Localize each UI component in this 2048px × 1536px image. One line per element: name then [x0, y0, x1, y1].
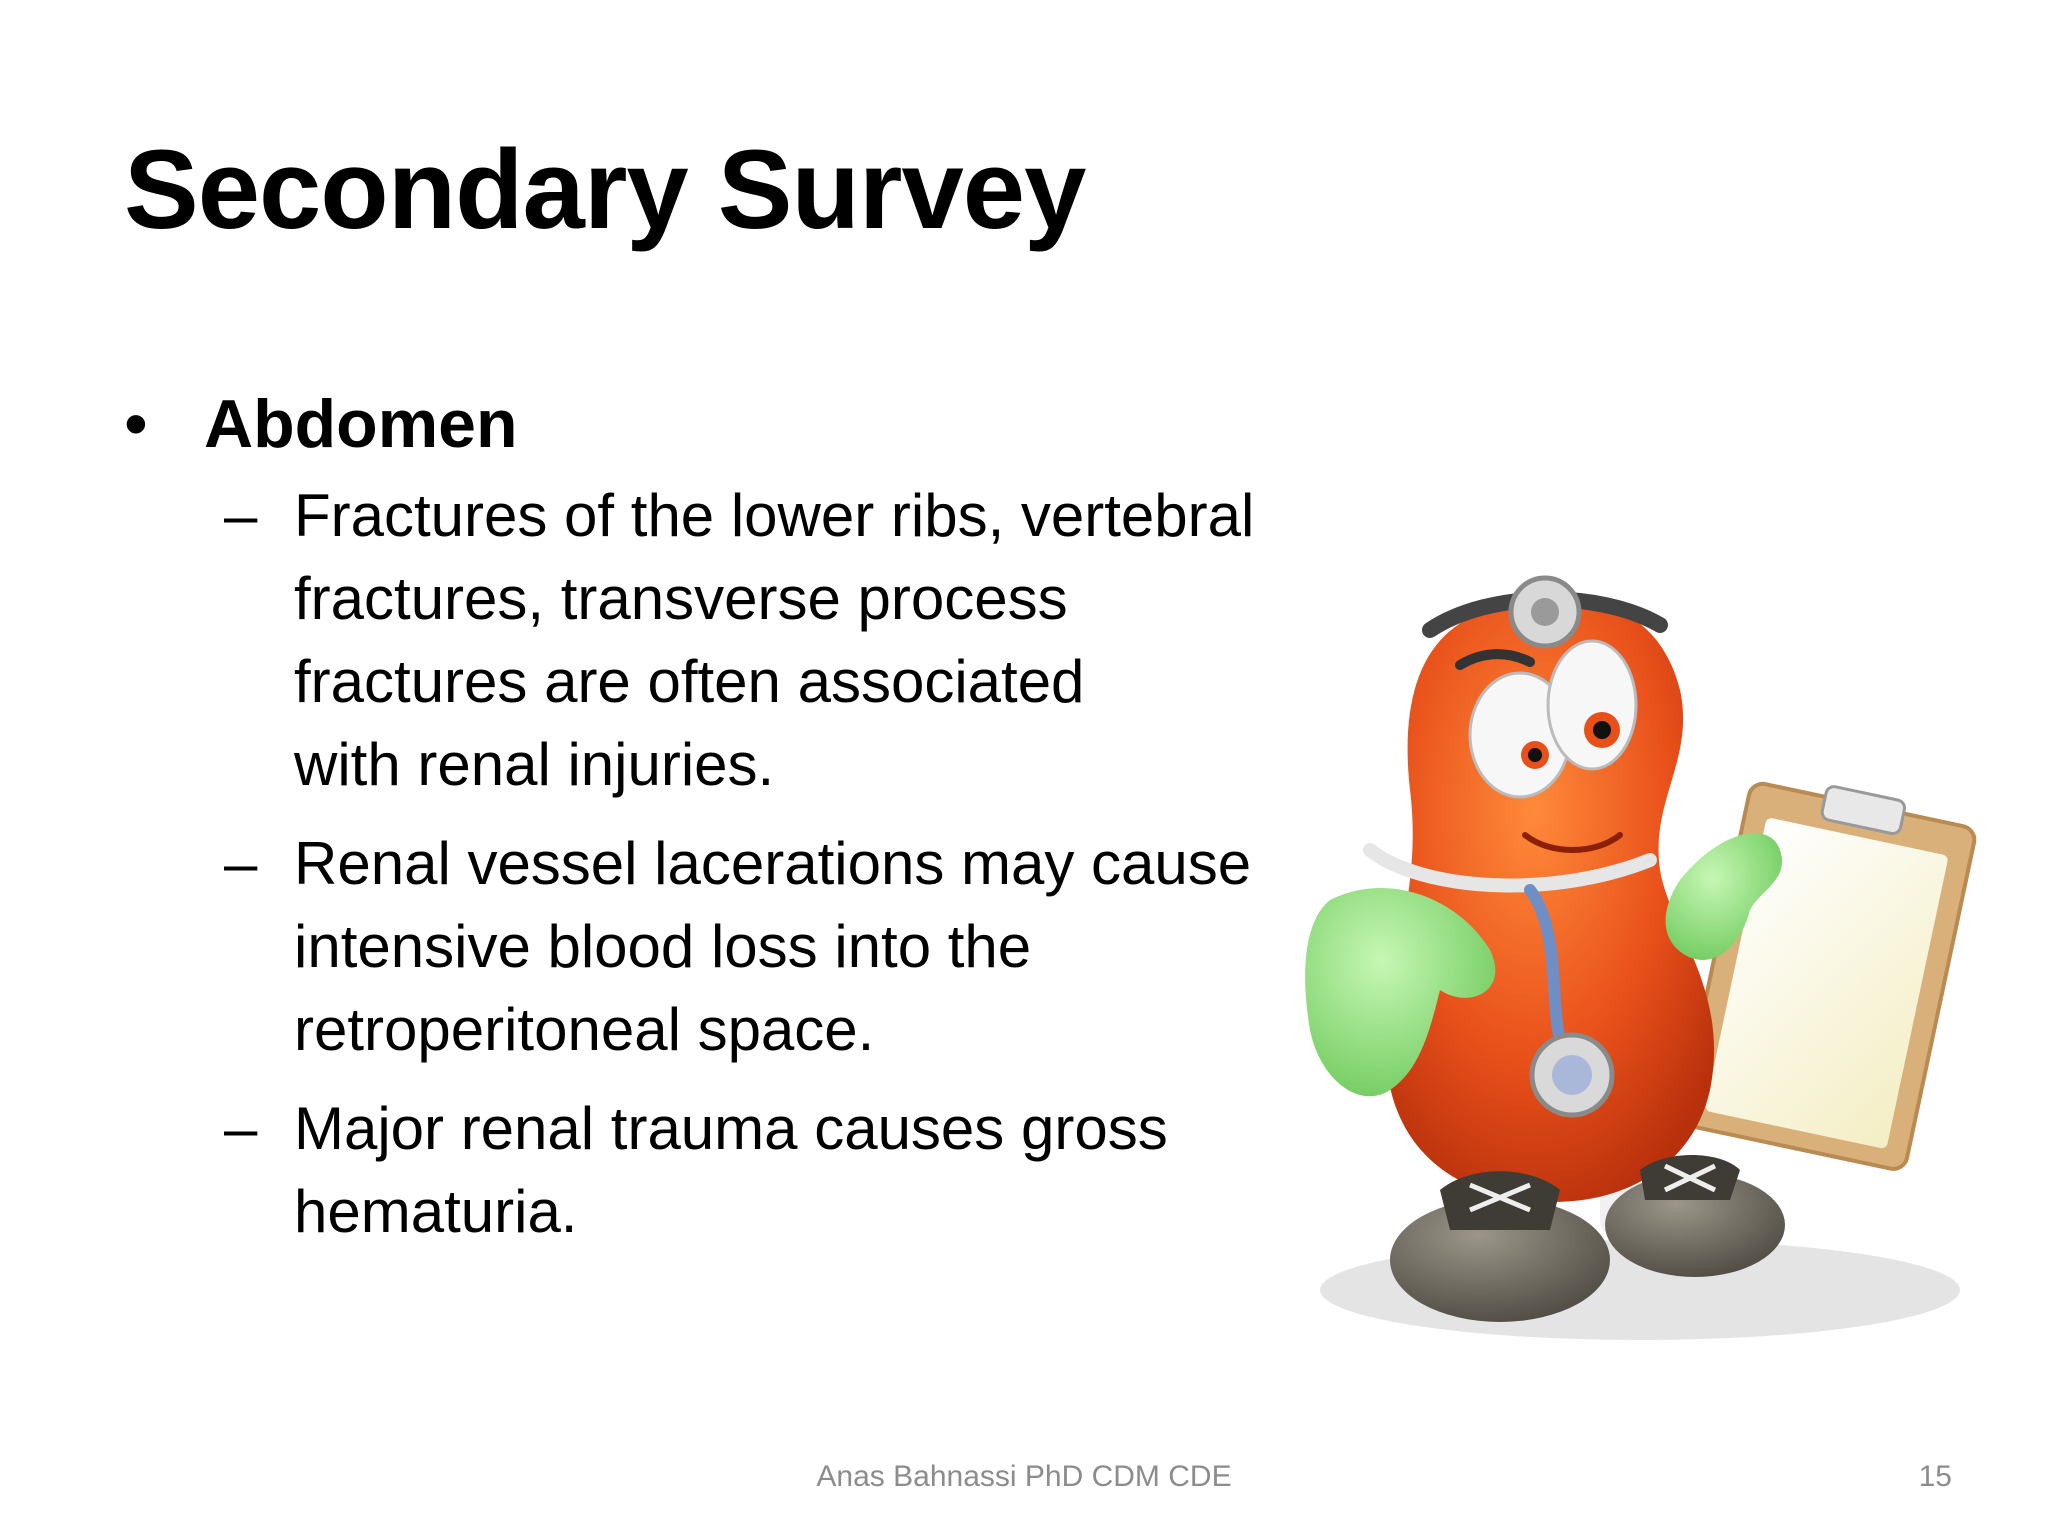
text-line: fractures, transverse process [294, 565, 1068, 632]
kidney-doctor-cartoon-icon [1300, 570, 1980, 1350]
text-line: fractures are often associated [294, 648, 1085, 715]
slide-number: 15 [1918, 1460, 1952, 1493]
text-line: Major renal trauma causes gross [294, 1095, 1168, 1162]
text-line: intensive blood loss into the [294, 913, 1032, 980]
footer-author: Anas Bahnassi PhD CDM CDE [816, 1460, 1232, 1493]
sub-bullet-list [224, 474, 1344, 1253]
text-line: with renal injuries. [294, 731, 775, 798]
sub-bullet-gross-hematuria [224, 1087, 1344, 1253]
slide-title: Secondary Survey [124, 127, 1086, 252]
sub-bullet-vessel-lacerations [224, 822, 1344, 1071]
slide-content [124, 380, 1344, 1269]
bullet-abdomen [124, 380, 1344, 468]
dash-marker: – [224, 482, 258, 549]
text-line: Renal vessel lacerations may cause [294, 830, 1252, 897]
bullet-label: Abdomen [204, 386, 518, 462]
sub-bullet-rib-fractures [224, 474, 1344, 806]
dash-marker: – [224, 830, 258, 897]
bullet-marker: • [124, 386, 148, 462]
text-line: retroperitoneal space. [294, 996, 875, 1063]
text-line: hematuria. [294, 1178, 578, 1245]
dash-marker: – [224, 1095, 258, 1162]
text-line: Fractures of the lower ribs, vertebral [294, 482, 1255, 549]
